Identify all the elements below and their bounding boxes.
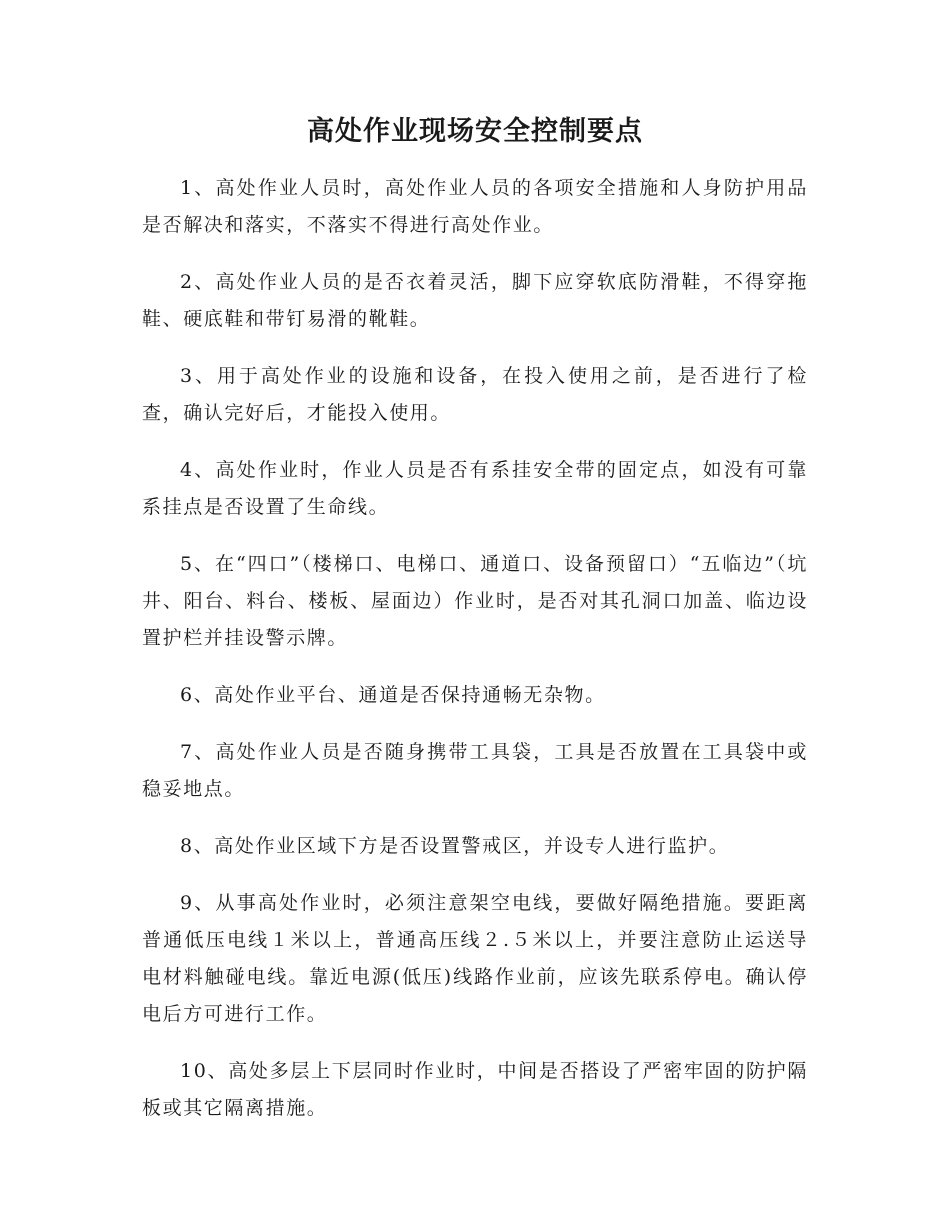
paragraph-2: 2、高处作业人员的是否衣着灵活，脚下应穿软底防滑鞋，不得穿拖鞋、硬底鞋和带钉易滑的靴鞋。 — [142, 271, 808, 330]
paragraph-3: 3、用于高处作业的设施和设备，在投入使用之前，是否进行了检查，确认完好后，才能投入使用。 — [142, 365, 808, 424]
paragraph-7: 7、高处作业人员是否随身携带工具袋，工具是否放置在工具袋中或稳妥地点。 — [142, 741, 808, 800]
paragraph-10: 10、高处多层上下层同时作业时，中间是否搭设了严密牢固的防护隔板或其它隔离措施。 — [142, 1060, 808, 1119]
document-title: 高处作业现场安全控制要点 — [307, 116, 643, 147]
paragraph-9: 9、从事高处作业时，必须注意架空电线，要做好隔绝措施。要距离普通低压电线１米以上，普通高压线２.５米以上，并要注意防止运送导电材料触碰电线。靠近电源(低压)线路作业前，应该先联系停电。确认停电后方可进行工作。 — [142, 892, 808, 1025]
paragraph-5: 5、在“四口”（楼梯口、电梯口、通道口、设备预留口）“五临边”（坑井、阳台、料台、楼板、屋面边）作业时，是否对其孔洞口加盖、临边设置护栏并挂设警示牌。 — [142, 553, 808, 649]
paragraph-4: 4、高处作业时，作业人员是否有系挂安全带的固定点，如没有可靠系挂点是否设置了生命线。 — [142, 459, 808, 518]
paragraph-8: 8、高处作业区域下方是否设置警戒区，并设专人进行监护。 — [180, 835, 730, 857]
paragraph-6: 6、高处作业平台、通道是否保持通畅无杂物。 — [180, 684, 606, 706]
paragraph-1: 1、高处作业人员时，高处作业人员的各项安全措施和人身防护用品是否解决和落实，不落实不得进行高处作业。 — [142, 177, 808, 236]
